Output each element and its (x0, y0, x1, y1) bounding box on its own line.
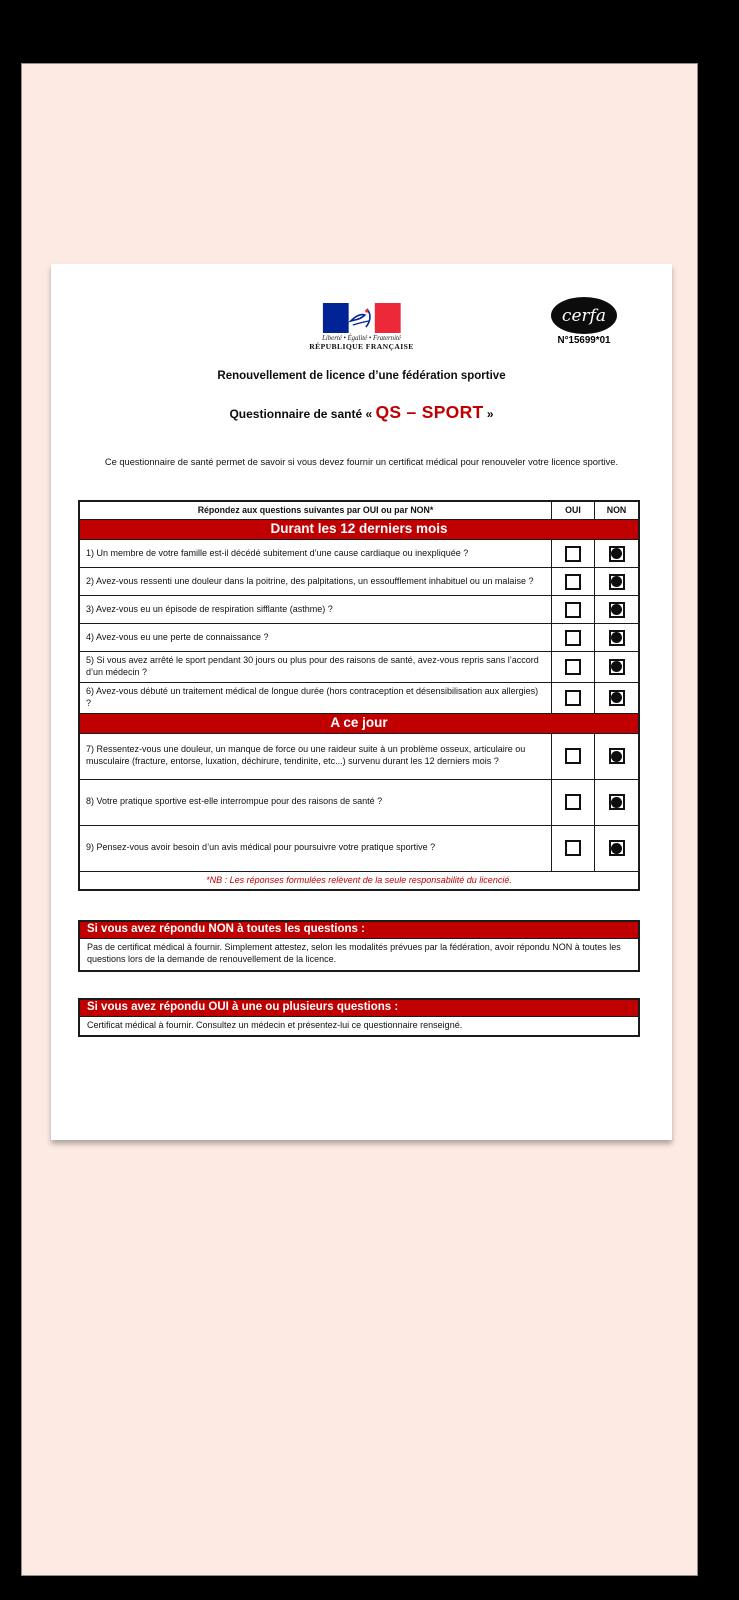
question-row (80, 779, 638, 825)
table-header-row (80, 502, 638, 519)
answer-non-title: Si vous avez répondu NON à toutes les questions : (80, 922, 638, 938)
non-cell (594, 826, 638, 871)
question-row (80, 539, 638, 567)
non-cell (594, 568, 638, 595)
marianne-motto: Liberté • Égalité • Fraternité (322, 335, 401, 342)
table-footnote: *NB : Les réponses formulées relèvent de la seule responsabilité du licencié. (80, 871, 638, 889)
non-checkbox[interactable] (609, 574, 625, 590)
non-cell (594, 624, 638, 651)
question-row (80, 825, 638, 871)
form-title: Renouvellement de licence d’une fédération sportive (217, 370, 506, 382)
question-text: 4) Avez-vous eu une perte de connaissance ? (80, 624, 552, 651)
answer-non-body: Pas de certificat médical à fournir. Simplement attestez, selon les modalités prévues par la fédération, avoir répondu NON à toutes les questions lors de la demande de renouvellement de la licence. (80, 938, 638, 970)
oui-cell (552, 780, 594, 825)
questions-table (78, 500, 640, 891)
header-question-label: Répondez aux questions suivantes par OUI ou par NON* (197, 505, 434, 515)
non-checkbox[interactable] (609, 748, 625, 764)
question-row (80, 651, 638, 682)
subtitle-prefix: Questionnaire de santé « (229, 407, 373, 421)
cerfa-logo (548, 297, 620, 346)
non-checkbox[interactable] (609, 630, 625, 646)
section-band: Durant les 12 derniers mois (80, 519, 638, 539)
document-page (51, 264, 672, 1140)
question-text: 6) Avez-vous débuté un traitement médical de longue durée (hors contraception et désensibilisation aux allergies) ? (80, 683, 552, 713)
question-text: 7) Ressentez-vous une douleur, un manque de force ou une raideur suite à un problème osseux, articulaire ou musculaire (fracture, entorse, luxation, déchirure, tendinite, etc...) survenu durant les 12 derniers mois ? (80, 734, 552, 779)
subtitle-suffix: » (486, 407, 494, 421)
oui-checkbox[interactable] (565, 690, 581, 706)
intro-text: Ce questionnaire de santé permet de savoir si vous devez fournir un certificat médical pour renouveler votre licence sportive. (104, 457, 619, 467)
non-checkbox[interactable] (609, 690, 625, 706)
oui-cell (552, 826, 594, 871)
marianne-country: RÉPUBLIQUE FRANÇAISE (309, 342, 414, 351)
question-text: 8) Votre pratique sportive est-elle interrompue pour des raisons de santé ? (80, 780, 552, 825)
cerfa-number: N°15699*01 (557, 335, 611, 346)
oui-cell (552, 596, 594, 623)
question-row (80, 567, 638, 595)
french-flag-icon (322, 303, 400, 333)
oui-checkbox[interactable] (565, 840, 581, 856)
non-cell (594, 652, 638, 682)
question-text: 1) Un membre de votre famille est-il décédé subitement d’une cause cardiaque ou inexpliquée ? (80, 540, 552, 567)
question-row (80, 595, 638, 623)
non-cell (594, 780, 638, 825)
non-checkbox[interactable] (609, 546, 625, 562)
non-cell (594, 683, 638, 713)
oui-checkbox[interactable] (565, 574, 581, 590)
table-body (80, 519, 638, 871)
header-oui-label: OUI (551, 502, 594, 519)
question-row (80, 733, 638, 779)
oui-checkbox[interactable] (565, 630, 581, 646)
republique-francaise-logo (309, 303, 413, 351)
non-checkbox[interactable] (609, 602, 625, 618)
non-checkbox[interactable] (609, 794, 625, 810)
viewer-background (21, 63, 698, 1576)
oui-checkbox[interactable] (565, 659, 581, 675)
non-cell (594, 596, 638, 623)
oui-cell (552, 568, 594, 595)
oui-cell (552, 540, 594, 567)
question-row (80, 682, 638, 713)
non-checkbox[interactable] (609, 840, 625, 856)
question-text: 5) Si vous avez arrêté le sport pendant 30 jours ou plus pour des raisons de santé, avez-vous repris sans l’accord d’un médecin ? (80, 652, 552, 682)
question-text: 9) Pensez-vous avoir besoin d’un avis médical pour poursuivre votre pratique sportive ? (80, 826, 552, 871)
non-checkbox[interactable] (609, 659, 625, 675)
non-cell (594, 540, 638, 567)
section-band: A ce jour (80, 713, 638, 733)
oui-cell (552, 734, 594, 779)
answer-non-box (78, 920, 640, 972)
header-non-label: NON (594, 502, 638, 519)
oui-cell (552, 683, 594, 713)
oui-cell (552, 652, 594, 682)
answer-oui-title: Si vous avez répondu OUI à une ou plusieurs questions : (80, 1000, 638, 1016)
non-cell (594, 734, 638, 779)
oui-checkbox[interactable] (565, 748, 581, 764)
oui-cell (552, 624, 594, 651)
answer-oui-box (78, 998, 640, 1037)
oui-checkbox[interactable] (565, 602, 581, 618)
question-text: 3) Avez-vous eu un épisode de respiration sifflante (asthme) ? (80, 596, 552, 623)
oui-checkbox[interactable] (565, 546, 581, 562)
cerfa-oval-icon: cerfa (551, 297, 617, 334)
question-text: 2) Avez-vous ressenti une douleur dans la poitrine, des palpitations, un essoufflement inhabituel ou un malaise ? (80, 568, 552, 595)
subtitle-highlight: QS – SPORT (375, 402, 484, 422)
form-subtitle (51, 402, 672, 423)
logo-row (51, 303, 672, 365)
answer-oui-body: Certificat médical à fournir. Consultez un médecin et présentez-lui ce questionnaire renseigné. (80, 1016, 638, 1035)
question-row (80, 623, 638, 651)
oui-checkbox[interactable] (565, 794, 581, 810)
